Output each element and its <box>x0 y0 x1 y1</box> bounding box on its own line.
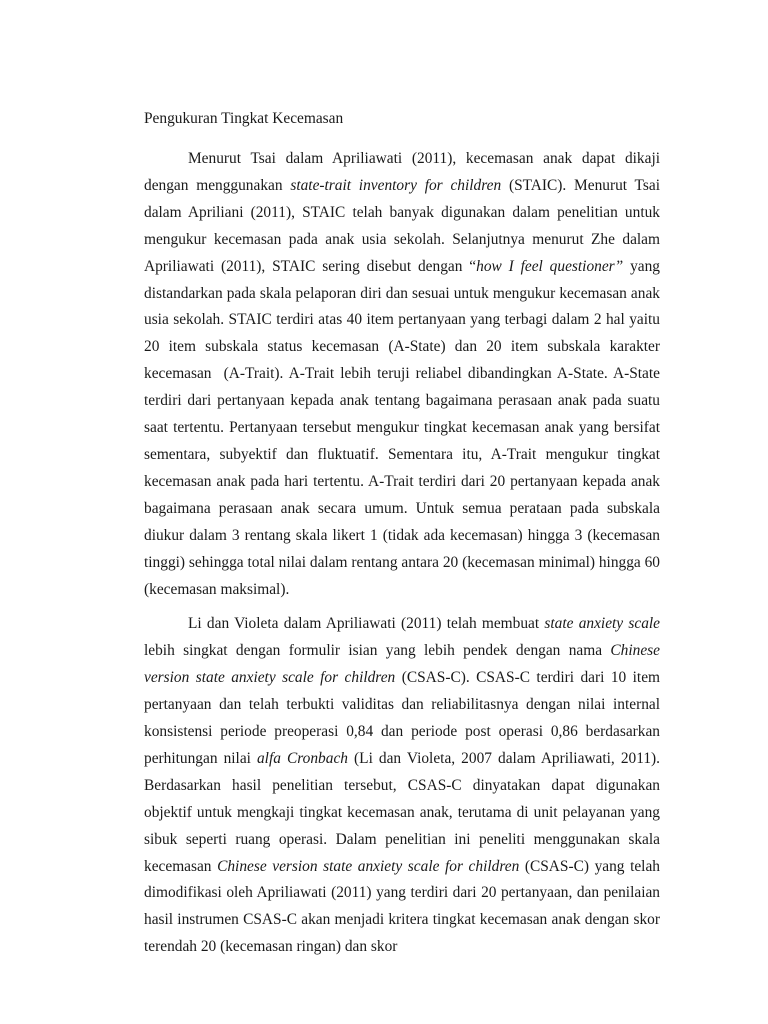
text-run: lebih singkat dengan formulir isian yang lebih pendek dengan nama <box>144 642 611 660</box>
italic-term: Chinese version state anxiety scale for children <box>144 642 660 687</box>
italic-term: state anxiety scale <box>544 615 660 633</box>
text-run: (CSAS-C) yang telah dimodifikasi oleh Apriliawati (2011) yang terdiri dari 20 pertanyaan, dan penilaian hasil instrumen CSAS-C akan menjadi kritera tingkat kecemasan anak dengan skor terendah 20 (kecemasan ringan) dan skor <box>144 857 660 956</box>
text-run: (CSAS-C). CSAS-C terdiri dari 10 item pertanyaan dan telah terbukti validitas dan reliabilitasnya dengan nilai internal konsistensi periode preoperasi 0,84 dan periode post operasi 0,86 berdasarkan perhitungan nilai <box>144 669 660 767</box>
paragraph-2 <box>144 611 660 961</box>
italic-term: Chinese version state anxiety scale for children <box>217 857 520 875</box>
italic-term: alfa Cronbach <box>256 749 348 767</box>
text-run: Li dan Violeta dalam Apriliawati (2011) telah membuat <box>188 615 545 633</box>
text-run: (Li dan Violeta, 2007 dalam Apriliawati, 2011). Berdasarkan hasil penelitian tersebut, CSAS-C dinyatakan dapat digunakan objektif untuk mengkaji tingkat kecemasan anak, terutama di unit pelayanan yang sibuk seperti ruang operasi. Dalam penelitian ini peneliti menggunakan skala kecemasan <box>144 749 661 875</box>
section-heading: Pengukuran Tingkat Kecemasan <box>144 110 344 127</box>
text-run: (STAIC). Menurut Tsai dalam Apriliani (2011), STAIC telah banyak digunakan dalam penelitian untuk mengukur kecemasan pada anak usia sekolah. Selanjutnya menurut Zhe dalam Apriliawati (2011), STAIC sering disebut dengan “ <box>144 176 660 275</box>
text-run: Menurut Tsai dalam Apriliawati (2011), kecemasan anak dapat dikaji dengan menggunakan <box>144 150 660 194</box>
italic-term: state-trait inventory for children <box>290 176 502 194</box>
text-run: yang distandarkan pada skala pelaporan diri dan sesuai untuk mengukur kecemasan anak usia sekolah. STAIC terdiri atas 40 item pertanyaan yang terbagi dalam 2 hal yaitu 20 item subskala status kecemasan (A-State) dan 20 item subskala karakter kecemasan (A-Trait). A-Trait lebih teruji reliabel dibandingkan A-State. A-State terdiri dari pertanyaan kepada anak tentang bagaimana perasaan anak pada suatu saat tertentu. Pertanyaan tersebut mengukur tingkat kecemasan anak yang bersifat sementara, subyektif dan fluktuatif. Sementara itu, A-Trait mengukur tingkat kecemasan anak pada hari tertentu. A-Trait terdiri dari 20 pertanyaan kepada anak bagaimana perasaan anak secara umum. Untuk semua perataan pada subskala diukur dalam 3 rentang skala likert 1 (tidak ada kecemasan) hingga 3 (kecemasan tinggi) sehingga total nilai dalam rentang antara 20 (kecemasan minimal) hingga 60 (kecemasan maksimal). <box>144 257 661 598</box>
body-text <box>144 146 660 961</box>
paragraph-1 <box>144 146 660 603</box>
italic-term: how I feel questioner” <box>476 257 624 275</box>
